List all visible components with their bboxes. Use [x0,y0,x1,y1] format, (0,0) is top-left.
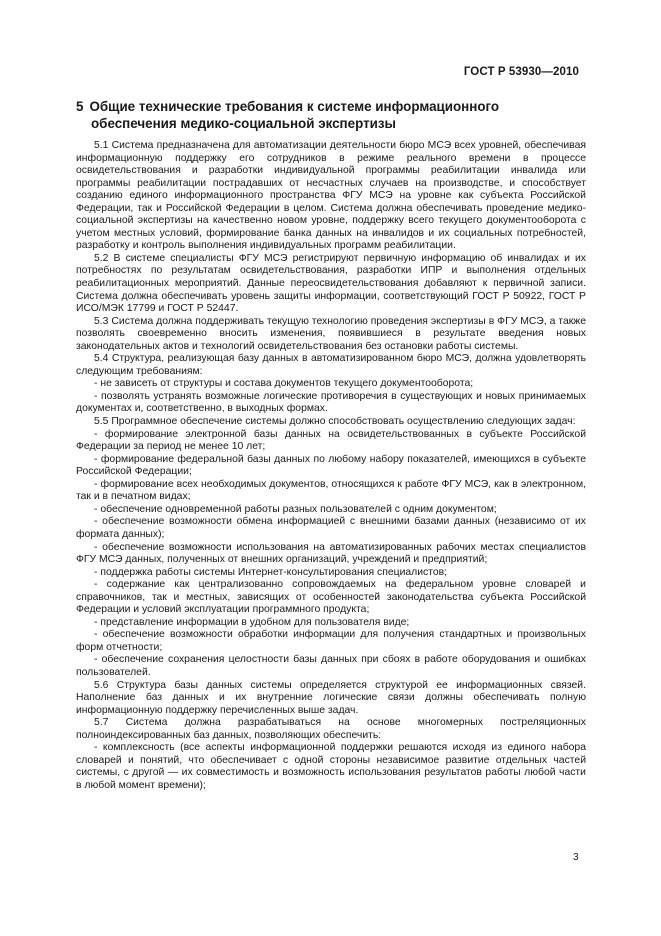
list-item: - позволять устранять возможные логические противоречия в существующих и новых принимаемых документах и, соответственно, в выходных формах. [76,390,586,415]
paragraph: 5.7 Система должна разрабатываться на основе многомерных постреляционных полноиндексированных баз данных, позволяющих обеспечить: [76,717,586,741]
list-item: - представление информации в удобном для пользователя виде; [94,616,410,628]
paragraph: 5.6 Структура базы данных системы определяется структурой ее информационных связей. Наполнение баз данных и их внутренние логические связи должны обеспечивать полную информационную поддержку перечисленных выше задач. [76,679,586,716]
paragraph: 5.3 Система должна поддерживать текущую технологию проведения экспертизы в ФГУ МСЭ, а также позволять своевременно вносить изменения, появившиеся в результате введения новых законодательных актов и технологий освидетельствования без остановки работы системы. [76,315,586,352]
paragraph: 5.4 Структура, реализующая базу данных в автоматизированном бюро МСЭ, должна удовлетворять следующим требованиям: [76,353,586,377]
paragraph: 5.1 Система предназначена для автоматизации деятельности бюро МСЭ всех уровней, обеспечивая информационную поддержку его сотрудников в режиме реального времени в процессе освидетельствования и разработки индивидуальной программы реабилитации инвалида или программы реабилитации пострадавших от несчастных случаев на производстве, и способствует созданию единого информационного пространства ФГУ МСЭ на уровне как субъекта Российской Федерации, так и Российской Федерации в целом. Система должна обеспечивать проведение медико-социальной экспертизы на качественно новом уровне, поддержку всего текущего документооборота с учетом местных условий, формирование банка данных на инвалидов и их социальных потребностей, разработку и контроль выполнения индивидуальных программ реабилитации. [76,140,586,252]
list-item: - поддержка работы системы Интернет-консультирования специалистов; [94,566,448,578]
section-title-line-2: обеспечения медико-социальной экспертизы [91,116,396,131]
list-item: - обеспечение возможности использования на автоматизированных рабочих местах специалистов ФГУ МСЭ данных, полученных от внешних организаций, учреждений и предприятий; [76,541,586,566]
document-body [76,140,586,792]
list-item: - обеспечение возможности обмена информацией с внешними базами данных (независимо от их формата данных); [76,516,586,540]
list-item: - обеспечение сохранения целостности базы данных при сбоях в работе оборудования и ошибках пользователей. [76,654,586,678]
list-item: - содержание как централизованно сопровождаемых на федеральном уровне словарей и справочников, так и местных, зависящих от особенностей законодательства субъекта Российской Федерации и условий эксплуатации программного продукта; [76,579,586,616]
list-item: - формирование всех необходимых документов, относящихся к работе ФГУ МСЭ, как в электронном, так и в печатном видах; [76,478,586,503]
section-number: 5 [76,99,84,114]
document-code: ГОСТ Р 53930—2010 [463,66,579,78]
list-item: - комплексность (все аспекты информационной поддержки решаются исходя из единого набора словарей и понятий, что обеспечивает с одной стороны независимое развитие отдельных частей системы, с другой — их совместимость и возможность использования результатов работы любой части в любой момент времени); [76,742,586,791]
section-heading [76,98,546,132]
list-item: - формирование федеральной базы данных по любому набору показателей, имеющихся в субъекте Российской Федерации; [76,453,586,478]
paragraph: 5.5 Программное обеспечение системы должно способствовать осуществлению следующих задач: [94,416,576,428]
section-title-line-1: Общие технические требования к системе информационного [89,99,500,114]
list-item: - не зависеть от структуры и состава документов текущего документооборота; [94,378,474,390]
list-item: - обеспечение одновременной работы разных пользователей с одним документом; [94,503,497,515]
page-number: 3 [573,852,579,863]
list-item: - формирование электронной базы данных на освидетельствованных в субъекте Российской Федерации за период не менее 10 лет; [76,428,586,453]
list-item: - обеспечение возможности обработки информации для получения стандартных и произвольных форм отчетности; [76,629,586,653]
paragraph: 5.2 В системе специалисты ФГУ МСЭ регистрируют первичную информацию об инвалидах и их потребностях по результатам освидетельствования, разработки ИПР и выполнения отдельных реабилитационных мероприятий. Данные переосвидетельствования добавляют к первичной записи. Система должна обеспечивать уровень защиты информации, соответствующий ГОСТ Р 50922, ГОСТ Р ИСО/МЭК 17799 и ГОСТ Р 52447. [76,252,586,315]
